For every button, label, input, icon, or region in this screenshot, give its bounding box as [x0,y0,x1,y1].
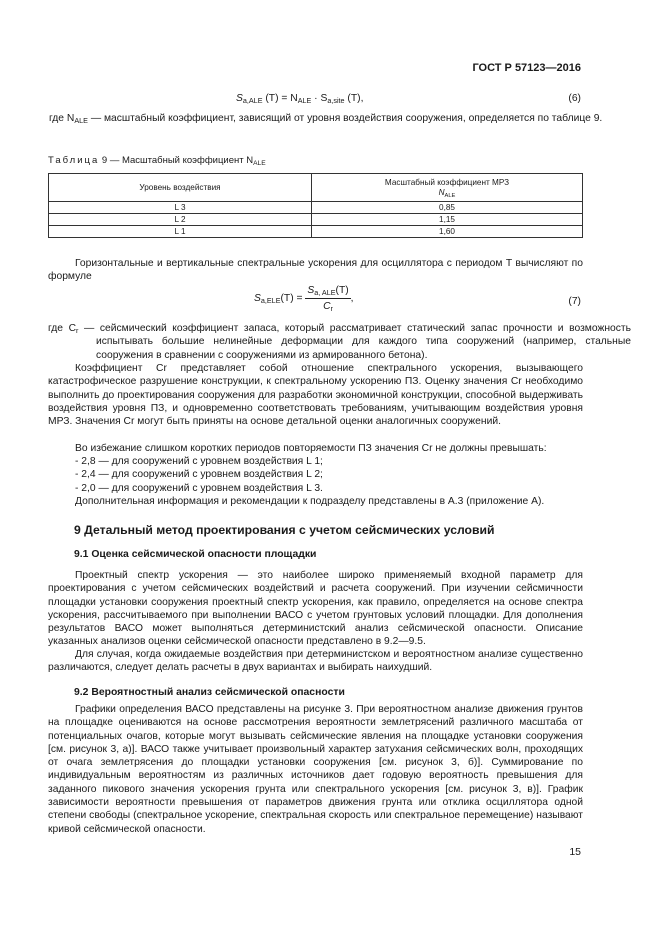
list-item: - 2,0 — для сооружений с уровнем воздействия L 3. [75,482,323,494]
subsection-9-1-heading: 9.1 Оценка сейсмической опасности площадки [74,549,317,560]
paragraph-spectral-accelerations: Горизонтальные и вертикальные спектральные ускорения для осциллятора с периодом T вычисляют по формуле [48,258,583,283]
paragraph-coefficient-cr: Коэффициент Cr представляет собой отношение спектрального ускорения, вызывающего катастрофическое разрушение конструкции, к спектральному ускорению ПЗ. Оценку значения Cr необходимо выполнить до проектирования сооружения для разработки экономичной конструкции, способной выдерживать воздействия уровня ПЗ, и одновременно соответствовать требованиям, учитывающим воздействия уровня МРЗ. Значения Cr могут быть приняты на основе детальной оценки аналогичных сооружений. [48,363,583,428]
paragraph-worst-case: Для случая, когда ожидаемые воздействия при детерминистском и вероятностном анализе существенно различаются, следует делать расчеты в двух вариантах и выбирать наихудший. [48,649,583,674]
formula-7-expression: $S_{a,ELE}(T)$ = $\frac{S_{a, ALE}(T)}{C_r}$ , [254,285,354,314]
paragraph-probabilistic-analysis: Графики определения ВАСО представлены на рисунке 3. При вероятностном анализе движения грунтов на площадке оцениваются на основе рассмотрения вероятности землетрясений различного масштаба от потенциальных очагов, которые могут вызывать сейсмические явления на площадке установки сооружения [см. рисунок 3, а)]. ВАСО также учитывает произвольный характер затухания сейсмических волн, проходящих от очага землетрясения до площадки установки сооружения [см. рисунок 3, б)]. Суммирование по индивидуальным вероятностям из различных источников дает годовую вероятность превышения для заданного пикового значения ускорения грунта или спектрального ускорения [см. рисунок 3, в)]. График зависимости вероятности превышения от параметров движения грунта или отклика осциллятора одной степени свободы (спектральное ускорение, спектральная скорость или спектральное перемещение) называют кривой сейсмической опасности. [48,704,583,835]
section-9-heading: 9 Детальный метод проектирования с учетом сейсмических условий [74,523,495,537]
formula-7-fraction: $\frac{S_{a, ALE}(T)}{C_r}$ [307,285,349,314]
table-header-coefficient: Масштабный коэффициент МРЗ $N_{ALE}$ [312,174,583,202]
list-item: - 2,4 — для сооружений с уровнем воздействия L 2; [75,469,323,481]
formula-6-expression: $S_{a,ALE}$ $(T) = N_{ALE} \cdot S_{a,site}$ (T), [236,93,364,105]
formula-7 [0,284,661,320]
document-header: ГОСТ Р 57123—2016 [472,62,581,74]
table-header-row [49,174,583,202]
formula-6-number: (6) [568,93,581,104]
table-row: L 2 1,15 [49,214,583,226]
subsection-9-2-heading: 9.2 Вероятностный анализ сейсмической опасности [74,687,345,698]
paragraph-cr-limits: Во избежание слишком коротких периодов повторяемости ПЗ значения Cr не должны превышать: [75,443,547,454]
table-row: L 3 0,85 [49,202,583,214]
table-row: L 1 1,60 [49,226,583,238]
table-9-caption: Таблица 9 — Масштабный коэффициент $N_{ALE}$ [48,155,266,167]
formula-6-explanation: где $N_{ALE}$ — масштабный коэффициент, зависящий от уровня воздействия сооружения, определяется по таблице 9. [49,113,603,125]
cr-limits-list [75,455,583,495]
paragraph-design-spectrum: Проектный спектр ускорения — это наиболее широко применяемый входной параметр для проектирования с учетом сейсмических воздействий и расчета сооружений. При изучении сейсмичности площадки установки сооружения проектный спектр ускорения, как правило, определяется на основе спектра ускорения, рассчитываемого при выполнении ВАСО с учетом грунтовых условий площадки. Для дополнения результатов ВАСО может выполняться детерминистский анализ сейсмической опасности. Описание указанных анализов оценки сейсмической опасности представлено в 9.2—9.5. [48,570,583,648]
table-9 [48,173,583,238]
page-number: 15 [569,846,581,858]
paragraph-additional-info: Дополнительная информация и рекомендации к подразделу представлены в А.3 (приложение А). [75,496,545,507]
list-item: - 2,8 — для сооружений с уровнем воздействия L 1; [75,456,323,467]
table-header-level: Уровень воздействия [49,174,312,202]
formula-7-number: (7) [568,296,581,307]
formula-7-explanation: где $C_r$ — сейсмический коэффициент запаса, который рассматривает статический запас прочности и возможность испытывать большие нелинейные деформации для каждого типа сооружений (например, стальные сооружения в сравнении с сооружениями из армированного бетона). [48,323,632,361]
